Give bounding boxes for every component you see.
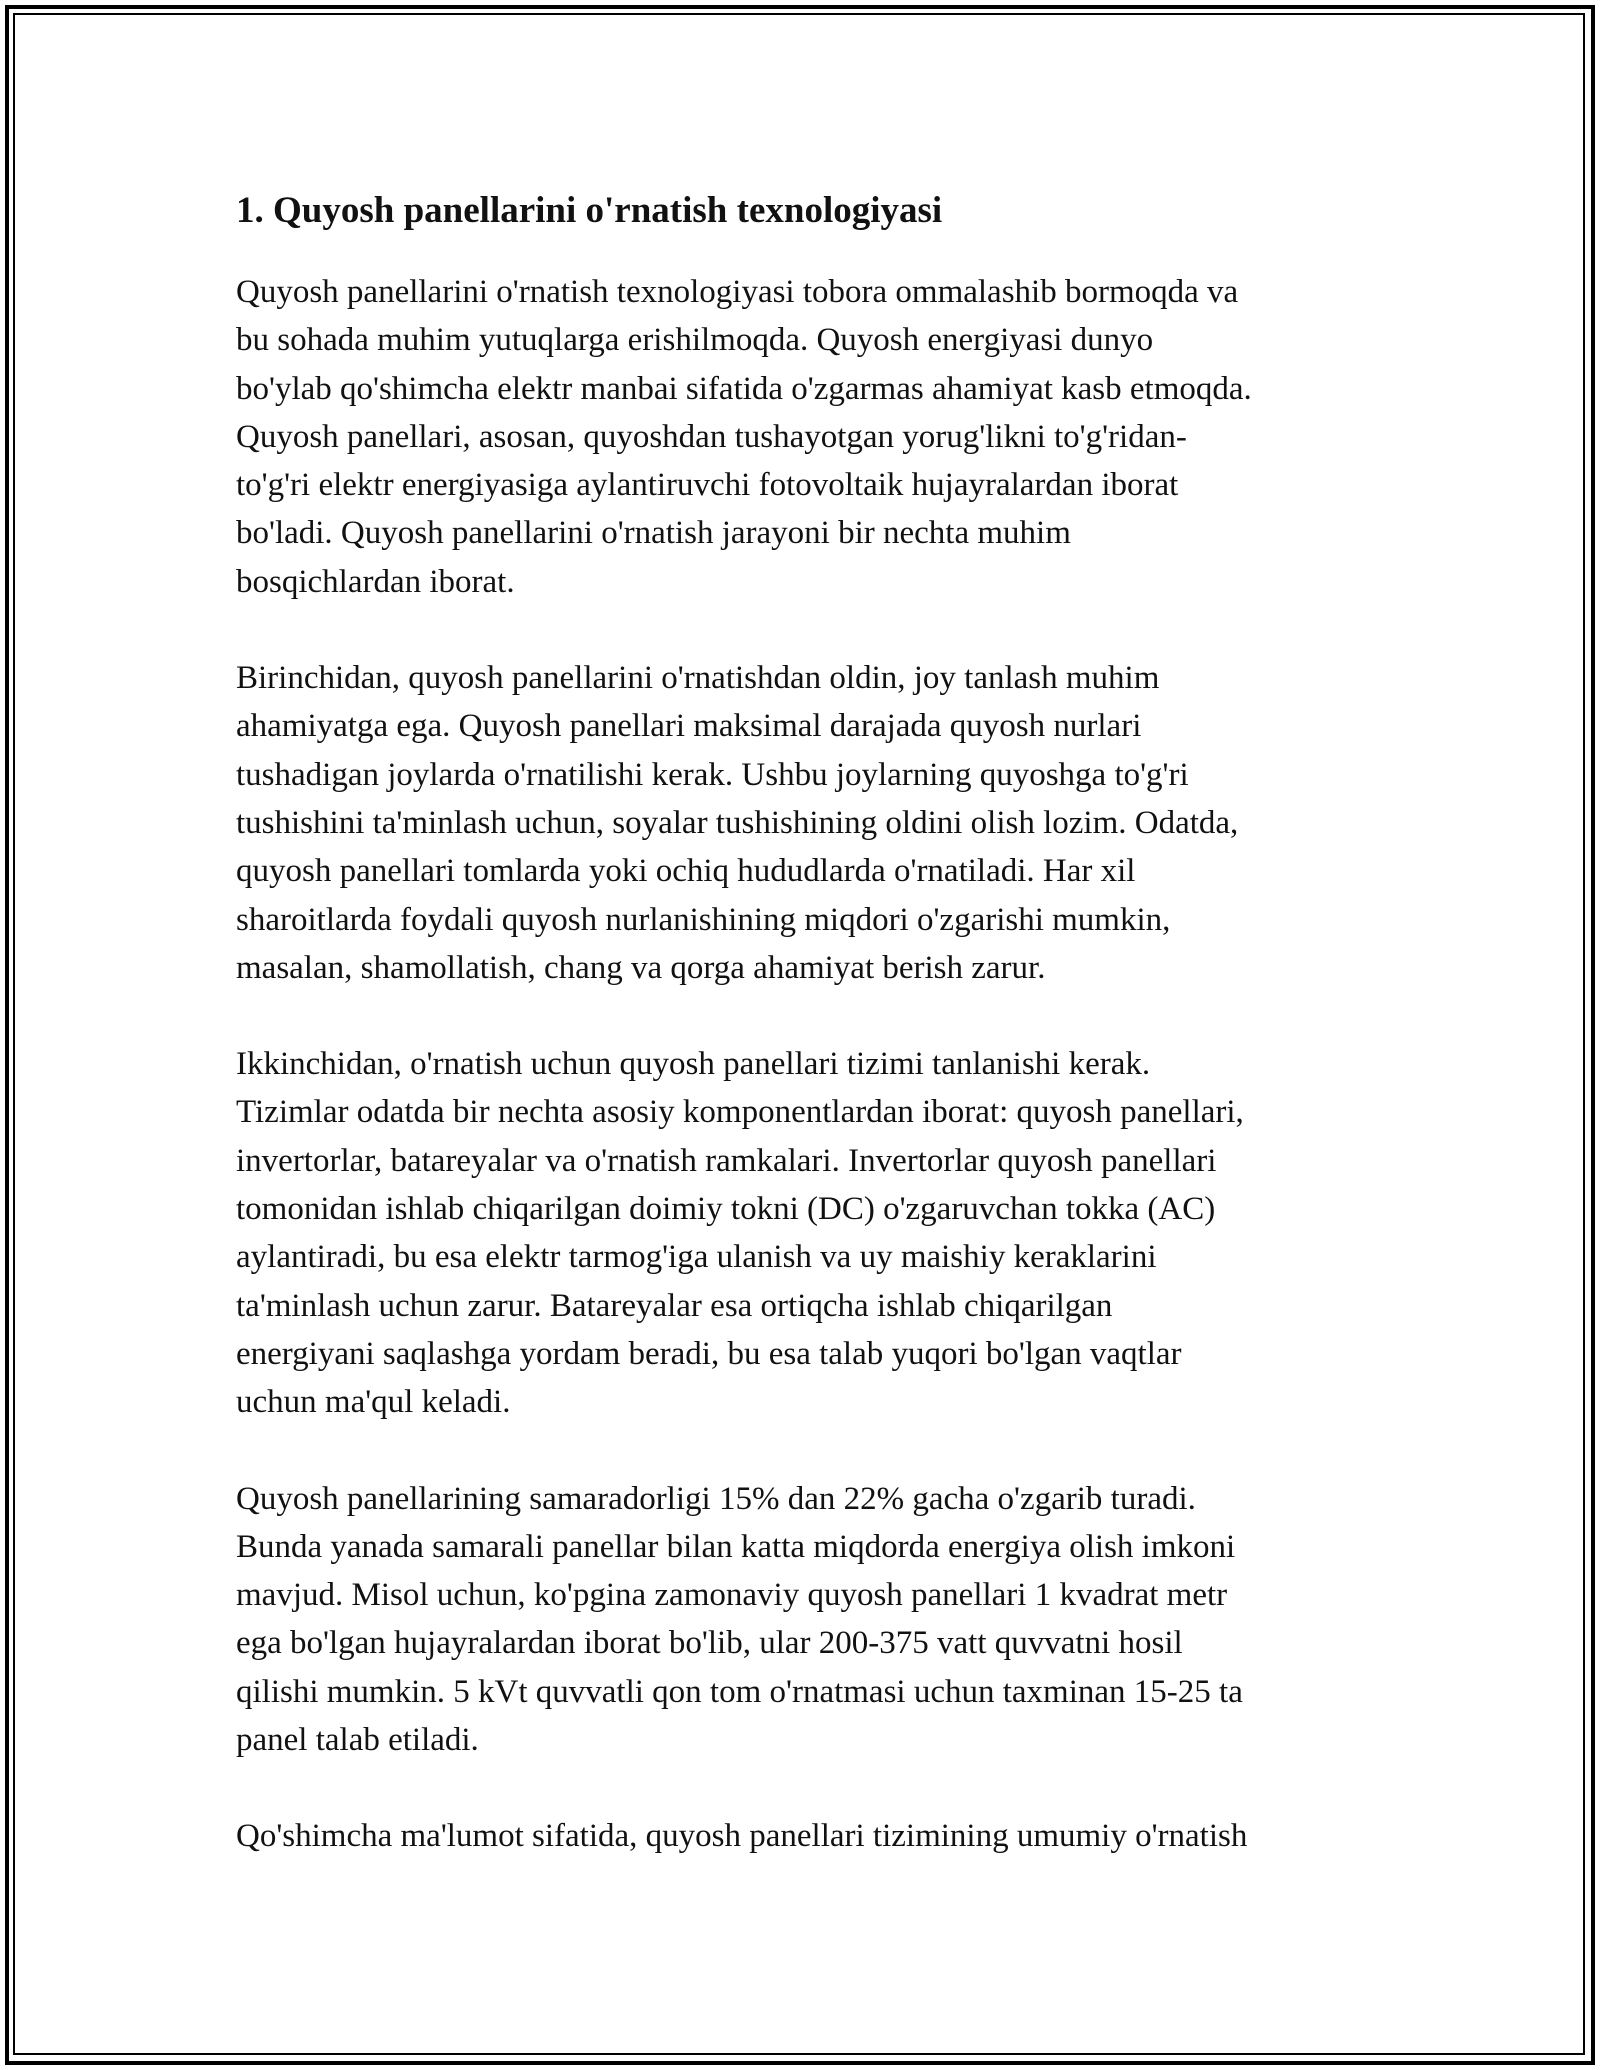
paragraph-additional [236,1812,1376,1860]
text-line: mavjud. Misol uchun, ko'pgina zamonaviy quyosh panellari 1 kvadrat metr [236,1577,1228,1614]
text-line: energiyani saqlashga yordam beradi, bu esa talab yuqori bo'lgan vaqtlar [236,1335,1182,1372]
text-line: uchun ma'qul keladi. [236,1384,511,1421]
text-line: tomonidan ishlab chiqarilgan doimiy tokni (DC) o'zgaruvchan tokka (AC) [236,1191,1216,1228]
paragraph-system [236,1040,1376,1426]
text-line: Qo'shimcha ma'lumot sifatida, quyosh panellari tizimining umumiy o'rnatish [236,1818,1248,1855]
text-line: Quyosh panellari, asosan, quyoshdan tushayotgan yorug'likni to'g'ridan- [236,418,1187,455]
paragraph-efficiency [236,1475,1376,1765]
text-line: Quyosh panellarining samaradorligi 15% dan 22% gacha o'zgarib turadi. [236,1480,1196,1517]
text-line: ahamiyatga ega. Quyosh panellari maksimal darajada quyosh nurlari [236,708,1142,745]
text-line: bo'ylab qo'shimcha elektr manbai sifatida o'zgarmas ahamiyat kasb etmoqda. [236,370,1252,407]
text-line: Birinchidan, quyosh panellarini o'rnatishdan oldin, joy tanlash muhim [236,660,1160,697]
text-line: Ikkinchidan, o'rnatish uchun quyosh panellari tizimi tanlanishi kerak. [236,1046,1151,1083]
paragraph-intro [236,268,1376,606]
text-line: Quyosh panellarini o'rnatish texnologiyasi tobora ommalashib bormoqda va [236,274,1239,310]
text-line: tushadigan joylarda o'rnatilishi kerak. Ushbu joylarning quyoshga to'g'ri [236,756,1189,793]
text-line: ega bo'lgan hujayralardan iborat bo'lib, ular 200-375 vatt quvvatni hosil [236,1625,1183,1662]
paragraph-location [236,654,1376,992]
text-line: sharoitlarda foydali quyosh nurlanishining miqdori o'zgarishi mumkin, [236,901,1171,938]
section-title: 1. Quyosh panellarini o'rnatish texnologiyasi [236,190,943,231]
text-line: quyosh panellari tomlarda yoki ochiq hududlarda o'rnatiladi. Har xil [236,853,1136,890]
text-line: masalan, shamollatish, chang va qorga ahamiyat berish zarur. [236,949,1046,986]
text-line: Bunda yanada samarali panellar bilan katta miqdorda energiya olish imkoni [236,1528,1236,1565]
text-line: qilishi mumkin. 5 kVt quvvatli qon tom o'rnatmasi uchun taxminan 15-25 ta [236,1673,1243,1710]
text-line: aylantiradi, bu esa elektr tarmog'iga ulanish va uy maishiy keraklarini [236,1239,1157,1276]
text-line: bosqichlardan iborat. [236,563,515,600]
text-line: tushishini ta'minlash uchun, soyalar tushishining oldini olish lozim. Odatda, [236,804,1239,841]
text-line: Tizimlar odatda bir nechta asosiy komponentlardan iborat: quyosh panellari, [236,1094,1244,1131]
text-line: ta'minlash uchun zarur. Batareyalar esa ortiqcha ishlab chiqarilgan [236,1287,1113,1324]
text-line: to'g'ri elektr energiyasiga aylantiruvchi fotovoltaik hujayralardan iborat [236,467,1179,504]
text-line: panel talab etiladi. [236,1722,479,1759]
document-body [236,186,1376,1909]
text-line: bu sohada muhim yutuqlarga erishilmoqda. Quyosh energiyasi dunyo [236,322,1154,359]
text-line: invertorlar, batareyalar va o'rnatish ramkalari. Invertorlar quyosh panellari [236,1142,1217,1179]
text-line: bo'ladi. Quyosh panellarini o'rnatish jarayoni bir nechta muhim [236,515,1071,552]
